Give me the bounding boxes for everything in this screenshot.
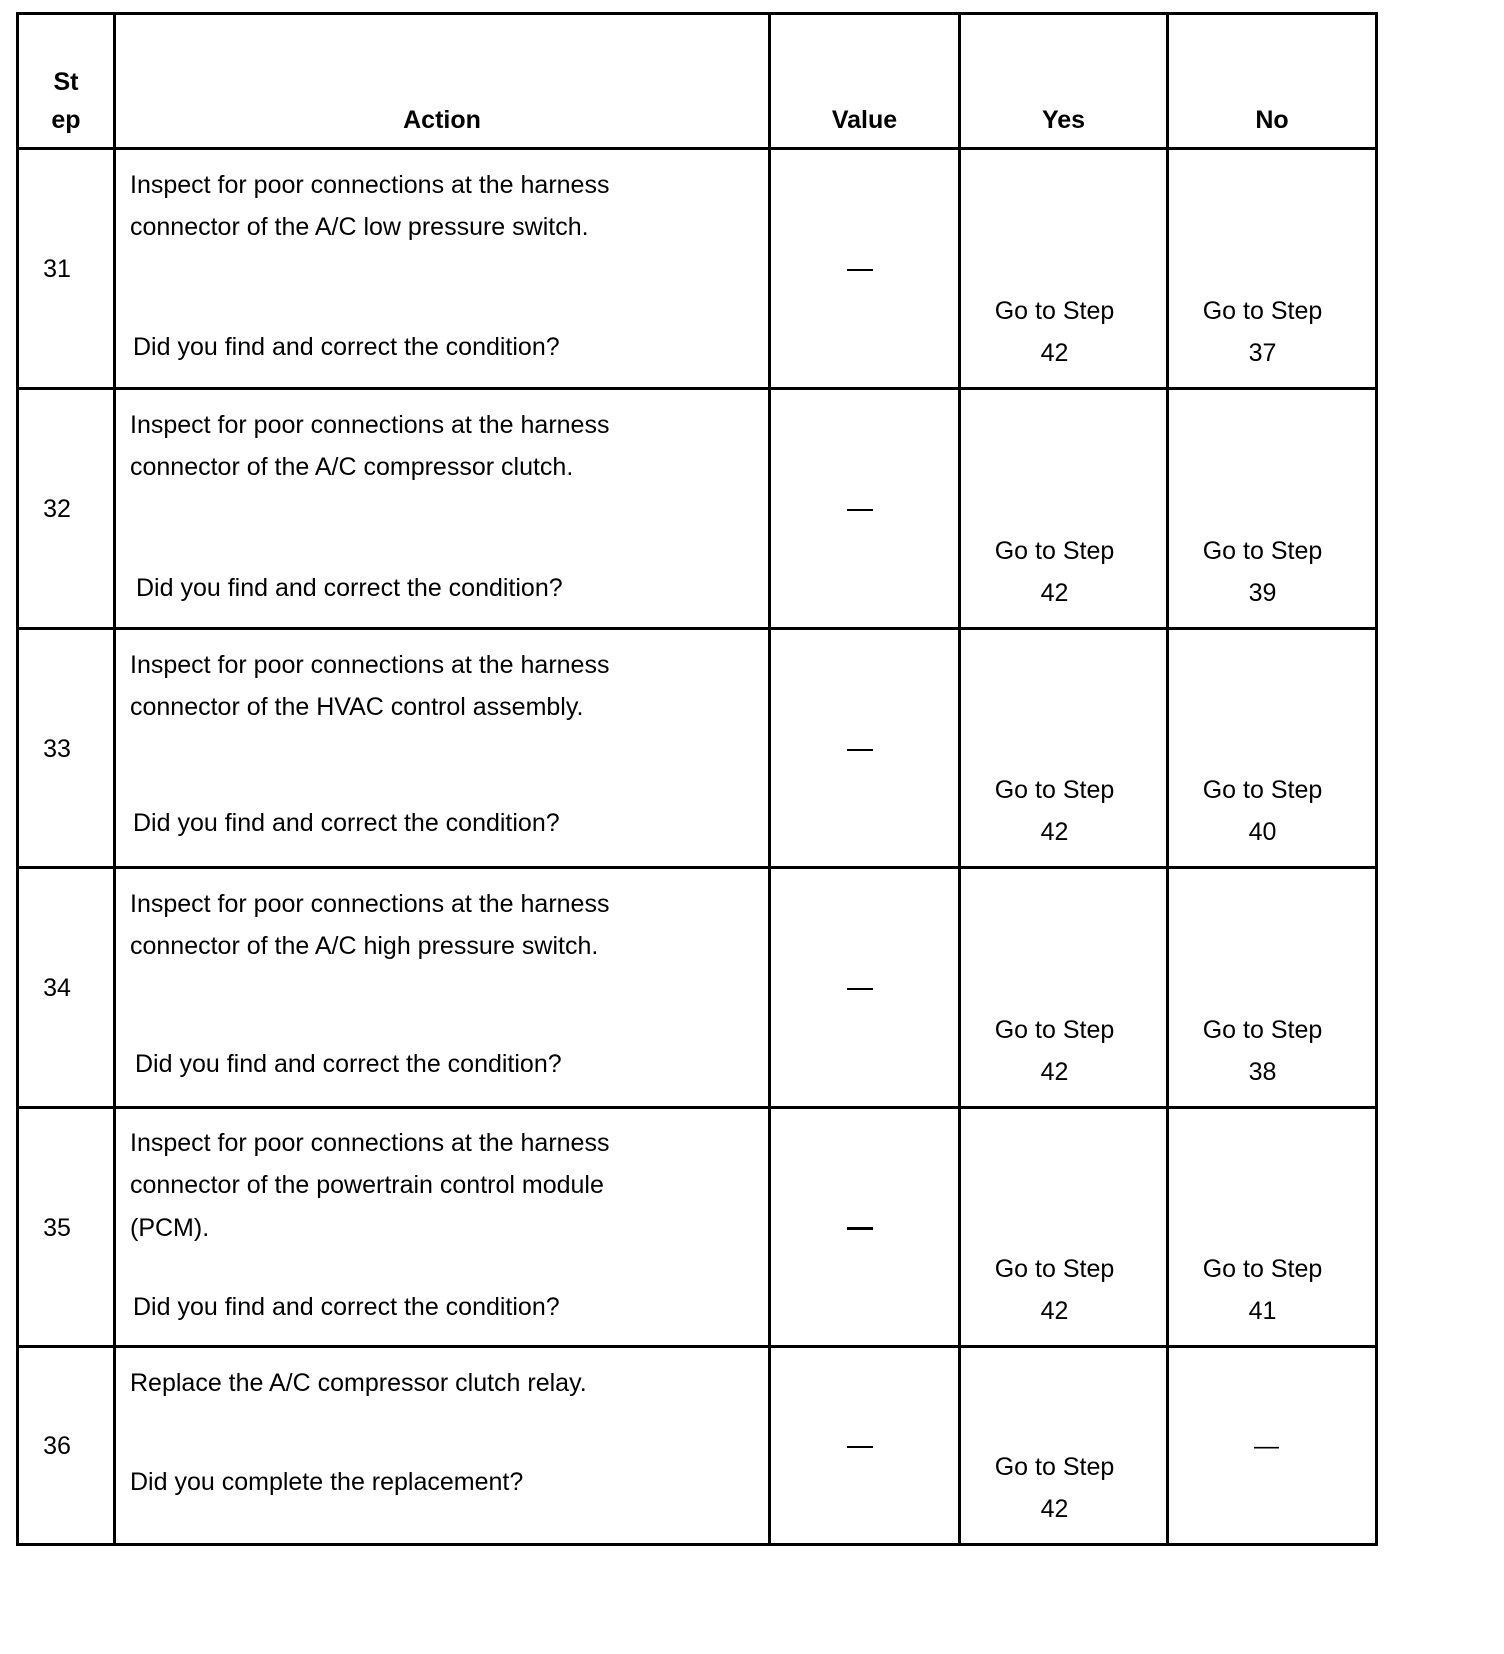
action-text: Inspect for poor connections at the harness (130, 890, 610, 918)
yes-target: Go to Step (994, 537, 1115, 565)
action-question: Did you find and correct the condition? (135, 1050, 562, 1078)
step-number: 35 (43, 1214, 71, 1242)
yes-target: Go to Step (994, 1453, 1115, 1481)
no-target-step: 41 (1248, 1297, 1277, 1325)
column-divider (113, 12, 116, 1546)
table-border-bottom (16, 1543, 1378, 1546)
header-divider (16, 147, 1378, 150)
yes-target-step: 42 (1040, 1495, 1069, 1523)
header-step-line2: ep (51, 106, 81, 134)
step-number: 32 (43, 495, 71, 523)
action-question: Did you find and correct the condition? (133, 809, 560, 837)
no-target: Go to Step (1202, 1255, 1323, 1283)
action-question: Did you complete the replacement? (130, 1468, 524, 1496)
no-target-step: 38 (1248, 1058, 1277, 1086)
header-yes: Yes (1041, 106, 1086, 134)
value-dash (847, 988, 873, 990)
yes-target-step: 42 (1040, 1297, 1069, 1325)
action-text: Replace the A/C compressor clutch relay. (130, 1369, 587, 1397)
step-number: 34 (43, 974, 71, 1002)
value-dash (847, 269, 873, 271)
no-target: Go to Step (1202, 537, 1323, 565)
action-text: Inspect for poor connections at the harness (130, 651, 610, 679)
value-dash (847, 749, 873, 751)
no-target-step: 39 (1248, 579, 1277, 607)
row-divider (16, 1106, 1378, 1109)
header-action: Action (403, 106, 481, 134)
table-border-right (1375, 12, 1378, 1546)
yes-target: Go to Step (994, 297, 1115, 325)
action-text: connector of the A/C low pressure switch. (130, 213, 589, 241)
yes-target: Go to Step (994, 1255, 1115, 1283)
no-target: Go to Step (1202, 297, 1323, 325)
value-dash (847, 1446, 873, 1448)
value-dash (847, 1227, 873, 1230)
table-border-top (16, 12, 1378, 15)
yes-target-step: 42 (1040, 339, 1069, 367)
action-text: connector of the HVAC control assembly. (130, 693, 584, 721)
row-divider (16, 1345, 1378, 1348)
row-divider (16, 387, 1378, 390)
action-question: Did you find and correct the condition? (136, 574, 563, 602)
no-target-step: 37 (1248, 339, 1277, 367)
value-dash (847, 509, 873, 511)
yes-target: Go to Step (994, 776, 1115, 804)
action-question: Did you find and correct the condition? (133, 333, 560, 361)
row-divider (16, 866, 1378, 869)
yes-target-step: 42 (1040, 818, 1069, 846)
action-text: (PCM). (130, 1214, 210, 1242)
action-text: Inspect for poor connections at the harness (130, 171, 610, 199)
action-text: Inspect for poor connections at the harness (130, 1129, 610, 1157)
step-number: 33 (43, 735, 71, 763)
yes-target: Go to Step (994, 1016, 1115, 1044)
no-target: Go to Step (1202, 1016, 1323, 1044)
yes-target-step: 42 (1040, 579, 1069, 607)
action-text: Inspect for poor connections at the harness (130, 411, 610, 439)
header-no: No (1255, 106, 1289, 134)
action-text: connector of the A/C high pressure switch. (130, 932, 599, 960)
action-question: Did you find and correct the condition? (133, 1293, 560, 1321)
header-step-line1: St (53, 68, 79, 96)
table-border-left (16, 12, 19, 1546)
action-text: connector of the powertrain control module (130, 1171, 604, 1199)
no-target-step: 40 (1248, 818, 1277, 846)
step-number: 36 (43, 1432, 71, 1460)
no-target: — (1254, 1432, 1279, 1460)
yes-target-step: 42 (1040, 1058, 1069, 1086)
row-divider (16, 627, 1378, 630)
header-value: Value (831, 106, 898, 134)
step-number: 31 (43, 255, 71, 283)
action-text: connector of the A/C compressor clutch. (130, 453, 574, 481)
value-text (0, 0, 1, 1)
column-divider (768, 12, 771, 1546)
no-target: Go to Step (1202, 776, 1323, 804)
